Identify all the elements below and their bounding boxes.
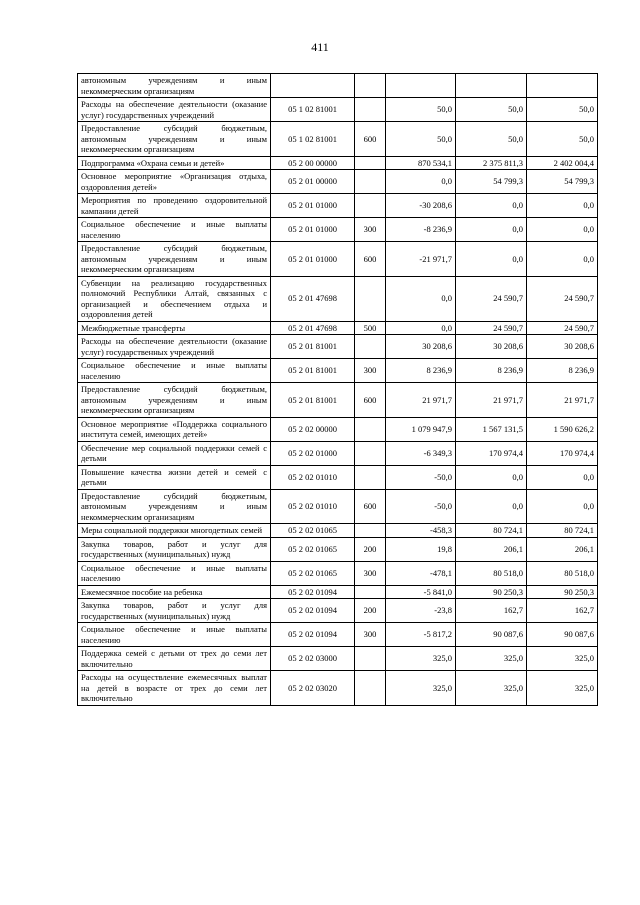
row-amount-1-cell: 50,0 (386, 122, 456, 157)
row-amount-3-cell: 90 250,3 (527, 585, 598, 599)
row-code-cell: 05 2 02 01094 (271, 599, 355, 623)
row-amount-2-cell: 30 208,6 (456, 335, 527, 359)
row-amount-3-cell: 1 590 626,2 (527, 417, 598, 441)
row-amount-2-cell: 50,0 (456, 98, 527, 122)
table-row (78, 623, 598, 647)
row-amount-1-cell: -458,3 (386, 524, 456, 538)
row-amount-1-cell: -30 208,6 (386, 194, 456, 218)
row-amount-2-cell: 0,0 (456, 465, 527, 489)
table-row (78, 647, 598, 671)
row-expense-type-cell: 600 (355, 489, 386, 524)
table-row (78, 465, 598, 489)
row-amount-3-cell: 170 974,4 (527, 441, 598, 465)
row-name-cell: Расходы на обеспечение деятельности (оказание услуг) государственных учреждений (78, 98, 271, 122)
row-expense-type-cell (355, 194, 386, 218)
row-name-cell: Социальное обеспечение и иные выплаты населению (78, 359, 271, 383)
table-row (78, 156, 598, 170)
row-code-cell: 05 2 01 01000 (271, 218, 355, 242)
row-amount-2-cell: 170 974,4 (456, 441, 527, 465)
row-expense-type-cell: 300 (355, 623, 386, 647)
row-expense-type-cell: 600 (355, 242, 386, 277)
row-expense-type-cell (355, 524, 386, 538)
table-row (78, 537, 598, 561)
row-name-cell: Меры социальной поддержки многодетных семей (78, 524, 271, 538)
row-amount-2-cell: 24 590,7 (456, 276, 527, 321)
row-amount-1-cell: -5 817,2 (386, 623, 456, 647)
row-name-cell: Ежемесячное пособие на ребенка (78, 585, 271, 599)
row-amount-2-cell: 2 375 811,3 (456, 156, 527, 170)
row-amount-2-cell: 1 567 131,5 (456, 417, 527, 441)
table-row (78, 98, 598, 122)
row-amount-1-cell: -50,0 (386, 489, 456, 524)
row-amount-2-cell: 80 518,0 (456, 561, 527, 585)
row-amount-3-cell: 24 590,7 (527, 321, 598, 335)
row-expense-type-cell: 600 (355, 383, 386, 418)
row-amount-2-cell: 54 799,3 (456, 170, 527, 194)
row-amount-2-cell: 206,1 (456, 537, 527, 561)
row-code-cell: 05 2 02 01094 (271, 623, 355, 647)
row-name-cell: Социальное обеспечение и иные выплаты населению (78, 218, 271, 242)
row-code-cell: 05 2 01 01000 (271, 242, 355, 277)
row-amount-1-cell: -6 349,3 (386, 441, 456, 465)
row-expense-type-cell: 600 (355, 122, 386, 157)
row-expense-type-cell: 500 (355, 321, 386, 335)
table-row (78, 74, 598, 98)
row-expense-type-cell: 300 (355, 359, 386, 383)
row-amount-2-cell: 325,0 (456, 647, 527, 671)
row-name-cell: автономным учреждениям и иным некоммерческим организациям (78, 74, 271, 98)
row-amount-3-cell: 206,1 (527, 537, 598, 561)
row-code-cell: 05 2 02 01010 (271, 465, 355, 489)
row-expense-type-cell: 200 (355, 599, 386, 623)
row-amount-2-cell: 0,0 (456, 242, 527, 277)
row-code-cell: 05 2 01 47698 (271, 321, 355, 335)
row-amount-2-cell: 21 971,7 (456, 383, 527, 418)
row-amount-3-cell: 0,0 (527, 242, 598, 277)
row-code-cell: 05 2 02 01094 (271, 585, 355, 599)
row-amount-3-cell: 0,0 (527, 194, 598, 218)
row-code-cell: 05 2 01 00000 (271, 170, 355, 194)
row-amount-3-cell: 54 799,3 (527, 170, 598, 194)
table-row (78, 561, 598, 585)
row-name-cell: Обеспечение мер социальной поддержки семей с детьми (78, 441, 271, 465)
row-amount-3-cell: 21 971,7 (527, 383, 598, 418)
row-amount-1-cell: 0,0 (386, 321, 456, 335)
row-name-cell: Повышение качества жизни детей и семей с детьми (78, 465, 271, 489)
row-amount-2-cell: 80 724,1 (456, 524, 527, 538)
row-amount-2-cell: 0,0 (456, 489, 527, 524)
table-row (78, 671, 598, 706)
row-amount-1-cell: 21 971,7 (386, 383, 456, 418)
row-expense-type-cell (355, 647, 386, 671)
row-code-cell: 05 2 01 81001 (271, 335, 355, 359)
row-expense-type-cell: 300 (355, 561, 386, 585)
row-amount-1-cell: 8 236,9 (386, 359, 456, 383)
row-expense-type-cell (355, 585, 386, 599)
page-number: 411 (311, 40, 329, 54)
row-amount-3-cell: 0,0 (527, 489, 598, 524)
row-code-cell: 05 2 02 01010 (271, 489, 355, 524)
table-row (78, 524, 598, 538)
row-expense-type-cell (355, 335, 386, 359)
table-row (78, 276, 598, 321)
row-amount-1-cell: 30 208,6 (386, 335, 456, 359)
row-amount-1-cell: 325,0 (386, 647, 456, 671)
row-code-cell: 05 2 01 47698 (271, 276, 355, 321)
table-row (78, 218, 598, 242)
row-amount-1-cell: 0,0 (386, 170, 456, 194)
row-amount-3-cell: 50,0 (527, 122, 598, 157)
row-amount-3-cell: 90 087,6 (527, 623, 598, 647)
table-row (78, 242, 598, 277)
row-name-cell: Социальное обеспечение и иные выплаты населению (78, 623, 271, 647)
row-code-cell: 05 1 02 81001 (271, 122, 355, 157)
row-amount-3-cell: 30 208,6 (527, 335, 598, 359)
row-amount-1-cell: -8 236,9 (386, 218, 456, 242)
row-code-cell: 05 2 00 00000 (271, 156, 355, 170)
row-amount-3-cell: 0,0 (527, 465, 598, 489)
row-name-cell: Подпрограмма «Охрана семьи и детей» (78, 156, 271, 170)
row-amount-3-cell: 80 518,0 (527, 561, 598, 585)
row-code-cell: 05 2 01 01000 (271, 194, 355, 218)
row-amount-3-cell: 50,0 (527, 98, 598, 122)
row-name-cell: Поддержка семей с детьми от трех до семи лет включительно (78, 647, 271, 671)
table-row (78, 441, 598, 465)
row-amount-2-cell (456, 74, 527, 98)
row-amount-2-cell: 90 087,6 (456, 623, 527, 647)
row-name-cell: Межбюджетные трансферты (78, 321, 271, 335)
row-amount-1-cell: 870 534,1 (386, 156, 456, 170)
row-expense-type-cell (355, 276, 386, 321)
table-row (78, 585, 598, 599)
row-amount-1-cell: -5 841,0 (386, 585, 456, 599)
row-expense-type-cell (355, 170, 386, 194)
row-amount-3-cell: 0,0 (527, 218, 598, 242)
row-code-cell: 05 2 02 01065 (271, 537, 355, 561)
row-amount-3-cell: 162,7 (527, 599, 598, 623)
row-code-cell: 05 2 02 01000 (271, 441, 355, 465)
row-code-cell (271, 74, 355, 98)
row-amount-1-cell: -23,8 (386, 599, 456, 623)
row-amount-3-cell (527, 74, 598, 98)
row-expense-type-cell (355, 156, 386, 170)
row-amount-2-cell: 50,0 (456, 122, 527, 157)
row-expense-type-cell: 200 (355, 537, 386, 561)
table-row (78, 359, 598, 383)
row-amount-3-cell: 325,0 (527, 647, 598, 671)
row-code-cell: 05 2 02 03020 (271, 671, 355, 706)
row-name-cell: Предоставление субсидий бюджетным, автономным учреждениям и иным некоммерческим организациям (78, 122, 271, 157)
row-name-cell: Предоставление субсидий бюджетным, автономным учреждениям и иным некоммерческим организациям (78, 383, 271, 418)
row-amount-2-cell: 162,7 (456, 599, 527, 623)
row-code-cell: 05 2 02 01065 (271, 561, 355, 585)
row-expense-type-cell (355, 74, 386, 98)
row-expense-type-cell (355, 441, 386, 465)
row-name-cell: Закупка товаров, работ и услуг для государственных (муниципальных) нужд (78, 537, 271, 561)
row-name-cell: Предоставление субсидий бюджетным, автономным учреждениям и иным некоммерческим организациям (78, 242, 271, 277)
row-amount-1-cell: 325,0 (386, 671, 456, 706)
row-expense-type-cell (355, 465, 386, 489)
row-name-cell: Основное мероприятие «Организация отдыха, оздоровления детей» (78, 170, 271, 194)
row-name-cell: Расходы на осуществление ежемесячных выплат на детей в возрасте от трех до семи лет включительно (78, 671, 271, 706)
table-row (78, 489, 598, 524)
row-code-cell: 05 1 02 81001 (271, 98, 355, 122)
row-name-cell: Расходы на обеспечение деятельности (оказание услуг) государственных учреждений (78, 335, 271, 359)
row-amount-3-cell: 325,0 (527, 671, 598, 706)
row-amount-2-cell: 90 250,3 (456, 585, 527, 599)
row-amount-3-cell: 8 236,9 (527, 359, 598, 383)
row-expense-type-cell: 300 (355, 218, 386, 242)
row-code-cell: 05 2 02 01065 (271, 524, 355, 538)
table-row (78, 122, 598, 157)
row-expense-type-cell (355, 417, 386, 441)
row-amount-3-cell: 24 590,7 (527, 276, 598, 321)
row-code-cell: 05 2 02 00000 (271, 417, 355, 441)
row-name-cell: Субвенции на реализацию государственных полномочий Республики Алтай, связанных с организацией и обеспечением отдыха и оздоровления детей (78, 276, 271, 321)
row-amount-1-cell: 0,0 (386, 276, 456, 321)
row-code-cell: 05 2 01 81001 (271, 383, 355, 418)
row-expense-type-cell (355, 98, 386, 122)
row-amount-2-cell: 0,0 (456, 218, 527, 242)
table-row (78, 599, 598, 623)
row-amount-3-cell: 2 402 004,4 (527, 156, 598, 170)
row-amount-3-cell: 80 724,1 (527, 524, 598, 538)
table-row (78, 417, 598, 441)
row-amount-2-cell: 8 236,9 (456, 359, 527, 383)
row-code-cell: 05 2 02 03000 (271, 647, 355, 671)
row-amount-2-cell: 24 590,7 (456, 321, 527, 335)
table-row (78, 194, 598, 218)
table-row (78, 170, 598, 194)
row-name-cell: Закупка товаров, работ и услуг для государственных (муниципальных) нужд (78, 599, 271, 623)
budget-table-body (78, 74, 598, 706)
row-code-cell: 05 2 01 81001 (271, 359, 355, 383)
row-amount-1-cell: -50,0 (386, 465, 456, 489)
row-amount-1-cell: -478,1 (386, 561, 456, 585)
row-name-cell: Предоставление субсидий бюджетным, автономным учреждениям и иным некоммерческим организациям (78, 489, 271, 524)
row-amount-2-cell: 0,0 (456, 194, 527, 218)
row-name-cell: Основное мероприятие «Поддержка социального института семей, имеющих детей» (78, 417, 271, 441)
budget-table (77, 73, 598, 706)
row-expense-type-cell (355, 671, 386, 706)
row-amount-1-cell: 19,8 (386, 537, 456, 561)
row-amount-2-cell: 325,0 (456, 671, 527, 706)
table-row (78, 383, 598, 418)
table-row (78, 335, 598, 359)
row-amount-1-cell: 50,0 (386, 98, 456, 122)
row-amount-1-cell: -21 971,7 (386, 242, 456, 277)
row-amount-1-cell: 1 079 947,9 (386, 417, 456, 441)
table-row (78, 321, 598, 335)
row-amount-1-cell (386, 74, 456, 98)
row-name-cell: Социальное обеспечение и иные выплаты населению (78, 561, 271, 585)
row-name-cell: Мероприятия по проведению оздоровительной кампании детей (78, 194, 271, 218)
